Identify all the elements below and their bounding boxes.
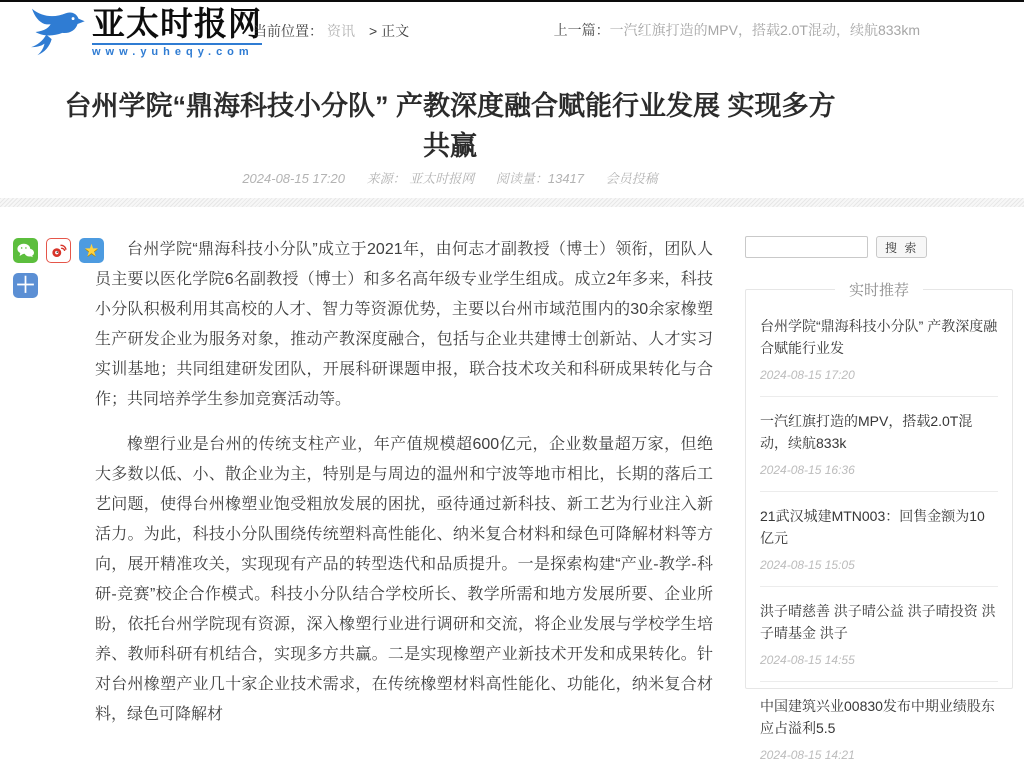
list-item[interactable] xyxy=(760,587,998,682)
publish-date: 2024-08-15 17:20 xyxy=(242,171,345,186)
recommend-item-date: 2024-08-15 14:55 xyxy=(760,653,855,667)
search-input[interactable] xyxy=(745,236,868,258)
search-bar xyxy=(745,236,1015,258)
site-logo[interactable] xyxy=(28,6,262,58)
breadcrumb xyxy=(253,21,409,41)
article-meta xyxy=(10,168,890,187)
article-paragraph: 台州学院“鼎海科技小分队”成立于2021年，由何志才副教授（博士）领衔，团队人员主要以医化学院6名副教授（博士）和多名高年级专业学生组成。成立2年多来，科技小分队积极利用其高校的人才、智力等资源优势，主要以台州市域范围内的30余家橡塑生产研发企业为服务对象，推动产教深度融合，包括与企业共建博士创新站、人才实习实训基地；共同组建研发团队，开展科研课题申报，联合技术攻关和科研成果转化与合作；共同培养学生参加竞赛活动等。 xyxy=(95,241,713,408)
recommend-item-title[interactable]: 洪子晴慈善 洪子晴公益 洪子晴投资 洪子晴基金 洪子 xyxy=(760,603,996,641)
recommend-item-title[interactable]: 21武汉城建MTN003：回售金额为10亿元 xyxy=(760,508,985,546)
wechat-share-icon[interactable] xyxy=(13,238,38,263)
recommend-item-date: 2024-08-15 15:05 xyxy=(760,558,855,572)
breadcrumb-label: 当前位置： xyxy=(253,23,323,39)
list-item[interactable] xyxy=(760,302,998,397)
breadcrumb-section-link[interactable]: 资讯 xyxy=(327,23,355,39)
breadcrumb-current: > 正文 xyxy=(369,23,410,39)
article-body xyxy=(95,235,713,745)
site-header xyxy=(0,2,1024,64)
list-item[interactable] xyxy=(760,682,998,776)
recommend-panel xyxy=(745,282,1013,762)
list-item[interactable] xyxy=(760,397,998,492)
more-share-icon[interactable] xyxy=(13,273,38,298)
sidebar xyxy=(745,236,1015,762)
recommend-item-date: 2024-08-15 14:21 xyxy=(760,748,855,762)
recommend-item-title[interactable]: 一汽红旗打造的MPV，搭载2.0T混动，续航833k xyxy=(760,413,973,451)
previous-article-nav xyxy=(554,20,920,40)
section-divider xyxy=(0,198,1024,207)
site-name: 亚太时报网 xyxy=(92,5,262,42)
member-post-tag: 会员投稿 xyxy=(605,171,658,186)
search-button[interactable]: 搜 索 xyxy=(876,236,927,258)
recommend-list xyxy=(746,290,1012,776)
weibo-share-icon[interactable] xyxy=(46,238,71,263)
previous-article-label: 上一篇： xyxy=(553,22,610,38)
article-source: 来源： 亚太时报网 xyxy=(366,171,475,186)
bird-logo-icon xyxy=(28,7,86,57)
article-paragraph: 橡塑行业是台州的传统支柱产业，年产值规模超600亿元，企业数量超万家，但绝大多数以低、小、散企业为主，特别是与周边的温州和宁波等地市相比，长期的落后工艺问题，使得台州橡塑业饱受粗放发展的困扰，亟待通过新科技、新工艺为行业注入新活力。为此，科技小分队围绕传统塑料高性能化、纳米复合材料和绿色可降解材料等方向，展开精准攻关，实现现有产品的转型迭代和品质提升。一是探索构建“产业-教学-科研-竞赛”校企合作模式。科技小分队结合学校所长、教学所需和地方发展所要、企业所盼，依托台州学院现有资源，深入橡塑行业进行调研和交流，将企业发展与学校学生培养、教师科研有机结合，实现多方共赢。二是实现橡塑产业新技术开发和成果转化。针对台州橡塑产业几十家企业技术需求，在传统橡塑材料高性能化、功能化，纳米复合材料，绿色可降解材 xyxy=(95,436,713,723)
recommend-item-title[interactable]: 台州学院“鼎海科技小分队” 产教深度融合赋能行业发 xyxy=(760,318,998,356)
star-icon: ★ xyxy=(83,240,100,260)
recommend-item-title[interactable]: 中国建筑兴业00830发布中期业绩股东应占溢利5.5 xyxy=(760,698,995,736)
list-item[interactable] xyxy=(760,492,998,587)
page-title: 台州学院“鼎海科技小分队” 产教深度融合赋能行业发展 实现多方共赢 xyxy=(64,91,836,161)
recommend-item-date: 2024-08-15 17:20 xyxy=(760,368,855,382)
site-url: www.yuheqy.com xyxy=(92,43,262,58)
recommend-item-date: 2024-08-15 16:36 xyxy=(760,463,855,477)
share-toolbar xyxy=(13,238,108,308)
plus-icon: ＋ xyxy=(15,274,36,297)
recommend-panel-title: 实时推荐 xyxy=(835,279,923,300)
view-count: 阅读量：13417 xyxy=(495,171,585,186)
previous-article-link[interactable]: 一汽红旗打造的MPV，搭载2.0T混动，续航833km xyxy=(609,22,920,38)
